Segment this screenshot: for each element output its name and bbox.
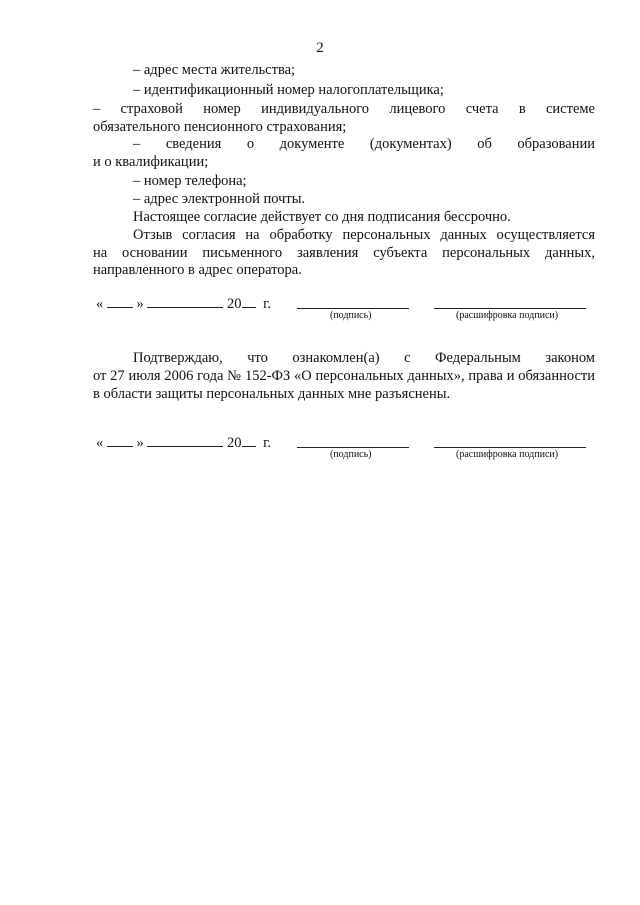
date-field[interactable] xyxy=(96,295,271,313)
day-blank[interactable] xyxy=(107,434,133,447)
list-item: – номер телефона; xyxy=(133,173,247,189)
list-item: – адрес места жительства; xyxy=(133,62,296,78)
date-quote-open: « xyxy=(96,296,104,312)
withdrawal-text-line: на основании письменного заявления субъекта персональных данных, xyxy=(93,245,595,261)
list-item-continuation: и о квалификации; xyxy=(93,154,209,170)
signature-caption: (подпись) xyxy=(330,449,372,460)
list-item: – адрес электронной почты. xyxy=(133,191,306,207)
confirmation-text-line: Подтверждаю, что ознакомлен(а) с Федеральным законом xyxy=(133,350,595,366)
list-item: – идентификационный номер налогоплательщика; xyxy=(133,82,444,98)
date-field[interactable] xyxy=(96,434,271,452)
date-quote-close: » xyxy=(136,435,144,451)
withdrawal-text-line: Отзыв согласия на обработку персональных данных осуществляется xyxy=(133,227,595,243)
decryption-caption: (расшифровка подписи) xyxy=(456,449,559,460)
signature-decryption-line[interactable] xyxy=(434,446,586,448)
list-item-continuation: обязательного пенсионного страхования; xyxy=(93,119,347,135)
signature-line[interactable] xyxy=(297,307,409,309)
year-blank[interactable] xyxy=(242,434,256,447)
year-suffix: г. xyxy=(263,435,272,451)
year-prefix: 20 xyxy=(227,435,242,451)
consent-validity-text: Настоящее согласие действует со дня подписания бессрочно. xyxy=(133,209,511,225)
date-quote-open: « xyxy=(96,435,104,451)
withdrawal-text-line: направленного в адрес оператора. xyxy=(93,262,302,278)
signature-decryption-line[interactable] xyxy=(434,307,586,309)
date-quote-close: » xyxy=(136,296,144,312)
signature-line[interactable] xyxy=(297,446,409,448)
year-blank[interactable] xyxy=(242,295,256,308)
day-blank[interactable] xyxy=(107,295,133,308)
list-item: – сведения о документе (документах) об образовании xyxy=(133,136,595,152)
page-number: 2 xyxy=(316,40,324,56)
signature-caption: (подпись) xyxy=(330,310,372,321)
month-blank[interactable] xyxy=(147,434,223,447)
decryption-caption: (расшифровка подписи) xyxy=(456,310,559,321)
confirmation-text-line: в области защиты персональных данных мне разъяснены. xyxy=(93,386,451,402)
month-blank[interactable] xyxy=(147,295,223,308)
list-item: – страховой номер индивидуального лицевого счета в системе xyxy=(93,101,595,117)
confirmation-text-line: от 27 июля 2006 года № 152-ФЗ «О персональных данных», права и обязанности xyxy=(93,368,595,384)
year-suffix: г. xyxy=(263,296,272,312)
year-prefix: 20 xyxy=(227,296,242,312)
